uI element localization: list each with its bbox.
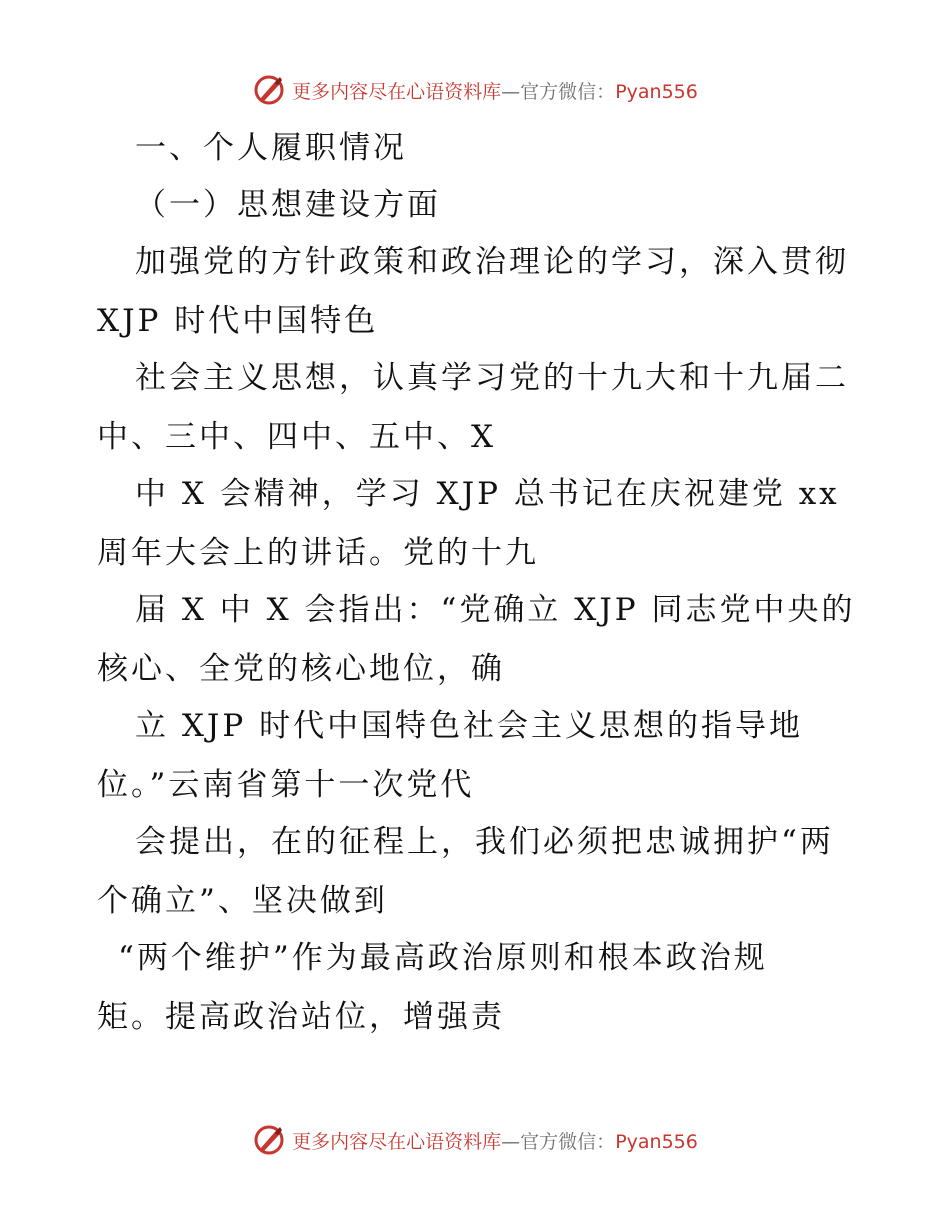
banner-separator: — [501,80,521,103]
paragraph-line: 周年大会上的讲话。党的十九 [97,535,539,571]
pen-logo-icon [252,73,286,107]
paragraph-line: 会提出，在的征程上，我们必须把忠诚拥护“两 [135,824,834,860]
banner-content [252,73,698,107]
paragraph-line: 加强党的方针政策和政治理论的学习，深入贯彻 [135,244,849,280]
paragraph-line: 核心、全党的核心地位，确 [97,651,505,687]
banner-wechat-handle: Pyan556 [615,1130,698,1153]
banner-separator: — [501,1130,521,1153]
banner-wechat-handle: Pyan556 [615,80,698,103]
section-heading: 一、个人履职情况 [135,130,407,166]
paragraph-line: 中、三中、四中、五中、X [97,419,497,455]
banner-text [292,77,698,104]
banner-text [292,1127,698,1154]
paragraph-line: 立 XJP 时代中国特色社会主义思想的指导地 [135,708,804,744]
paragraph-line: 位。”云南省第十一次党代 [97,767,475,803]
paragraph-line: 个确立”、坚决做到 [97,883,388,919]
pen-logo-icon [252,1123,286,1157]
banner-content [252,1123,698,1157]
paragraph-line: 届 X 中 X 会指出：“党确立 XJP 同志党中央的 [135,592,856,628]
header-banner [0,70,950,110]
paragraph-line: 矩。提高政治站位，增强责 [97,999,505,1035]
paragraph-line: XJP 时代中国特色 [97,303,379,339]
subsection-heading: （一）思想建设方面 [135,187,441,223]
banner-title: 更多内容尽在心语资料库 [292,80,502,103]
banner-wechat-label: 官方微信： [520,80,616,103]
banner-title: 更多内容尽在心语资料库 [292,1130,502,1153]
banner-wechat-label: 官方微信： [520,1130,616,1153]
footer-banner [0,1120,950,1160]
paragraph-line: “两个维护”作为最高政治原则和根本政治规 [118,940,768,976]
paragraph-line: 社会主义思想，认真学习党的十九大和十九届二 [135,360,849,396]
paragraph-line: 中 X 会精神，学习 XJP 总书记在庆祝建党 xx [135,476,840,512]
